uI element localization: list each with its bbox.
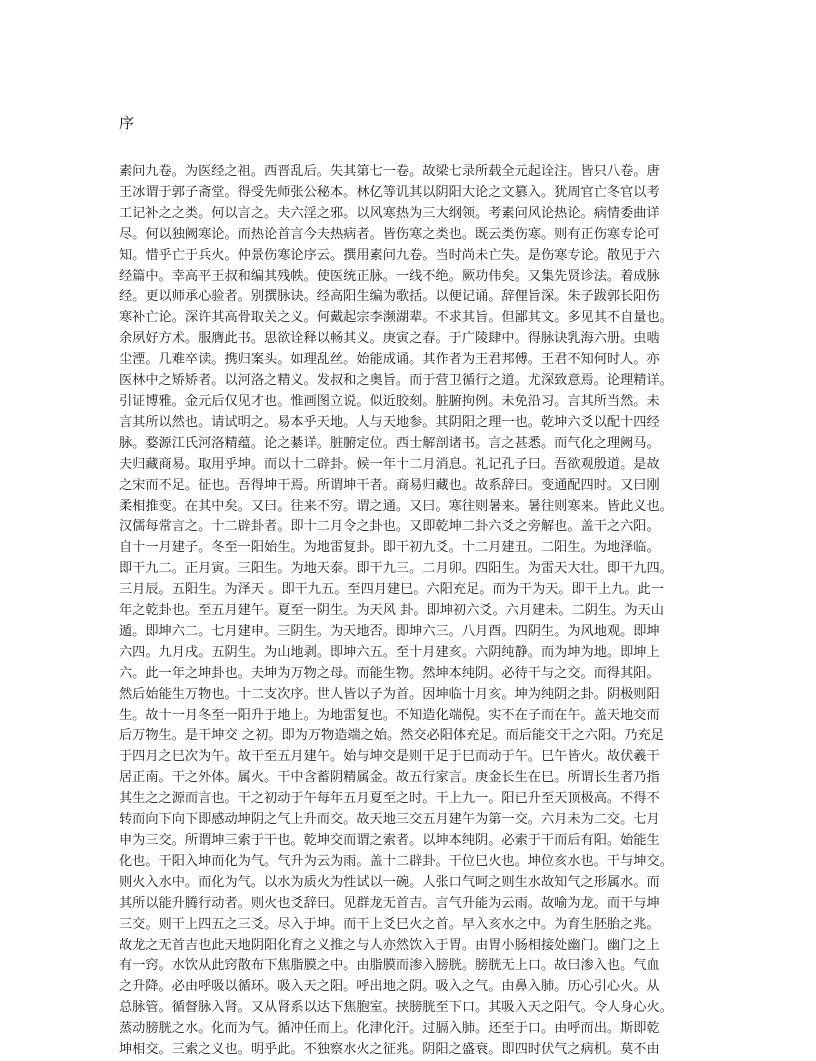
text-line: 自十一月建子。冬至一阳始生。为地雷复卦。即干初九爻。十二月建丑。二阳生。为地泽临。: [119, 540, 660, 556]
text-line: 其所以能升腾行动者。则火也爻辞曰。见群龙无首吉。言气升能为云雨。故喻为龙。而干与坤: [119, 895, 660, 911]
text-line: 即干九二。正月寅。三阳生。为地天泰。即干九三。二月卯。四阳生。为雷天大壮。即干九四。: [119, 561, 673, 577]
text-line: 后万物生。是干坤交 之初。即为万物造端之始。然交必阳体充足。而后能交干之六阳。乃充足: [119, 728, 664, 744]
text-line: 三交。则干上四五之三爻。尽入于坤。而干上爻巳火之首。早入亥水之中。为育生胚胎之兆。: [119, 916, 660, 932]
text-line: 脉。婺源江氏河洛精蕴。论之綦详。脏腑定位。西士解剖诸书。言之甚悉。而气化之理阙马。: [119, 435, 660, 451]
text-line: 其生之之源而言也。干之初动于午每年五月夏至之时。干上九一。阳已升至天顶极高。不得不: [119, 791, 660, 807]
text-line: 尘湮。几难卒读。携归案头。如理乱丝。始能成诵。其作者为王君邦傅。王君不知何时人。亦: [119, 352, 660, 368]
text-line: 夫归藏商易。取用乎坤。而以十二辟卦。候一年十二月消息。礼记孔子曰。吾欲观殷道。是故: [119, 456, 660, 472]
text-line: 有一窍。水饮从此窍散布下焦脂膜之中。由脂膜而渗入膀胱。膀胱无上口。故曰渗入也。气血: [119, 958, 660, 974]
text-line: 引证博雅。金元后仅见才也。惟画图立说。似近胶刻。脏腑拘例。未免沿习。言其所当然。未: [119, 393, 660, 409]
text-line: 坤相交。三索之义也。明乎此。不独察水火之征兆。阴阳之盛衰。即四时伏气之病机。莫不由: [119, 1042, 660, 1058]
page-title: 序: [119, 114, 135, 132]
text-line: 素问九卷。为医经之祖。西晋乱后。失其第七一卷。故梁七录所载全元起诠注。皆只八卷。唐: [119, 164, 660, 179]
text-line: 三月辰。五阳生。为泽天 。即干九五。至四月建巳。六阳充足。而为干为天。即干上九。此一: [119, 582, 664, 598]
text-line: 汉儒每常言之。十二辟卦者。即十二月令之卦也。又即乾坤二卦六爻之旁解也。盖干之六阳。: [119, 519, 660, 535]
text-line: 故龙之无首吉也此天地阴阳化育之义推之与人亦然饮入于胃。由胃小肠相接处幽门。幽门之上: [119, 937, 660, 953]
text-line: 居正南。干之外体。属火。干中含蓄阴精属金。故五行家言。庚金长生在巳。所谓长生者乃指: [119, 770, 660, 786]
text-line: 总脉管。循督脉入肾。又从肾系以达下焦胞室。挟膀胱至下口。其吸入天之阳气。令人身心火。: [119, 1000, 673, 1016]
text-line: 于四月之巳次为午。故干至五月建午。始与坤交是则干足于巳而动于午。巳午皆火。故伏羲干: [119, 749, 660, 765]
text-line: 则火入水中。而化为气。以水为质火为性试以一碗。人张口气呵之则生水故知气之形属水。而: [119, 874, 660, 890]
body-text: [119, 162, 709, 1058]
text-line: 遁。即坤六二。七月建申。三阴生。为天地否。即坤六三。八月酉。四阴生。为风地观。即坤: [119, 623, 660, 639]
text-line: 余夙好方术。服膺此书。思欲诠释以畅其义。庚寅之春。于广陵肆中。得脉诀乳海六册。虫啮: [119, 331, 660, 347]
text-line: 化也。干阳入坤而化为气。气升为云为雨。盖十二辟卦。干位巳火也。坤位亥水也。干与坤交。: [119, 853, 673, 869]
text-line: 之宋而不足。征也。吾得坤干焉。所谓坤干者。商易归藏也。故系辞曰。变通配四时。又曰刚: [119, 477, 660, 493]
text-line: 六四。九月戌。五阴生。为山地剥。即坤六五。至十月建亥。六阴纯静。而为坤为地。即坤上: [119, 644, 660, 660]
text-line: 经篇中。幸高平王叔和编其残帙。使医统正脉。一线不绝。厥功伟矣。又集先贤诊法。着成脉: [119, 268, 660, 284]
text-line: 工记补之之类。何以言之。夫六淫之邪。以风寒热为三大纲领。考素问风论热论。病情委曲详: [119, 205, 660, 221]
text-line: 寒补亡论。深许其高骨取关之义。何戴起宗李濒湖辈。不求其旨。但鄙其文。多见其不自量也。: [119, 310, 673, 326]
text-line: 生。故十一月冬至一阳升于地上。为地雷复也。不知造化端倪。实不在子而在午。盖天地交而: [119, 707, 660, 723]
text-line: 知。惜乎亡于兵火。仲景伤寒论序云。撰用素问九卷。当时尚未亡失。是伤寒专论。散见于六: [119, 247, 660, 263]
text-line: 言其所以然也。请试明之。易本乎天地。人与天地参。其阴阳之理一也。乾坤六爻以配十四经: [119, 414, 660, 430]
text-line: 蒸动膀胱之水。化而为气。循冲任而上。化津化汗。过膈入肺。还至于口。由呼而出。斯即乾: [119, 1021, 660, 1037]
text-line: 经。更以师承心验者。别撰脉诀。经高阳生编为歌括。以便记诵。辞俚旨深。朱子跋郭长阳伤: [119, 289, 660, 305]
text-line: 然后始能生万物也。十二支次序。世人皆以子为首。因坤临十月亥。坤为纯阴之卦。阴极则阳: [119, 686, 660, 702]
text-line: 转而向下向下即感动坤阴之气上升而交。故天地三交五月建午为第一交。六月未为二交。七月: [119, 812, 660, 828]
text-line: 医林中之矫矫者。以河洛之精义。发叔和之奥旨。而于营卫循行之道。尤深致意焉。论理精详。: [119, 373, 673, 389]
text-line: 六。此一年之坤卦也。夫坤为万物之母。而能生物。然坤本纯阴。必待干与之交。而得其阳。: [119, 665, 660, 681]
text-line: 年之乾卦也。至五月建午。夏至一阴生。为天风 卦。即坤初六爻。六月建未。二阴生。为天山: [119, 603, 664, 619]
text-line: 申为三交。所谓坤三索于干也。乾坤交而谓之索者。以坤本纯阴。必索于干而后有阳。始能生: [119, 833, 660, 848]
text-line: 之升降。必由呼吸以循环。吸入天之阳。呼出地之阴。吸入之气。由鼻入肺。历心引心火。从: [119, 979, 660, 995]
text-line: 尽。何以独阙寒论。而热论首言今夫热病者。皆伤寒之类也。既云类伤寒。则有正伤寒专论可: [119, 226, 660, 242]
text-line: 柔相推变。在其中矣。又曰。往来不穷。谓之通。又曰。寒往则暑来。暑往则寒来。皆此义也。: [119, 498, 673, 514]
text-line: 王冰谓于郭子斋堂。得受先师张公秘本。林亿等讥其以阴阳大论之文篡入。犹周官亡冬官以考: [119, 184, 660, 200]
